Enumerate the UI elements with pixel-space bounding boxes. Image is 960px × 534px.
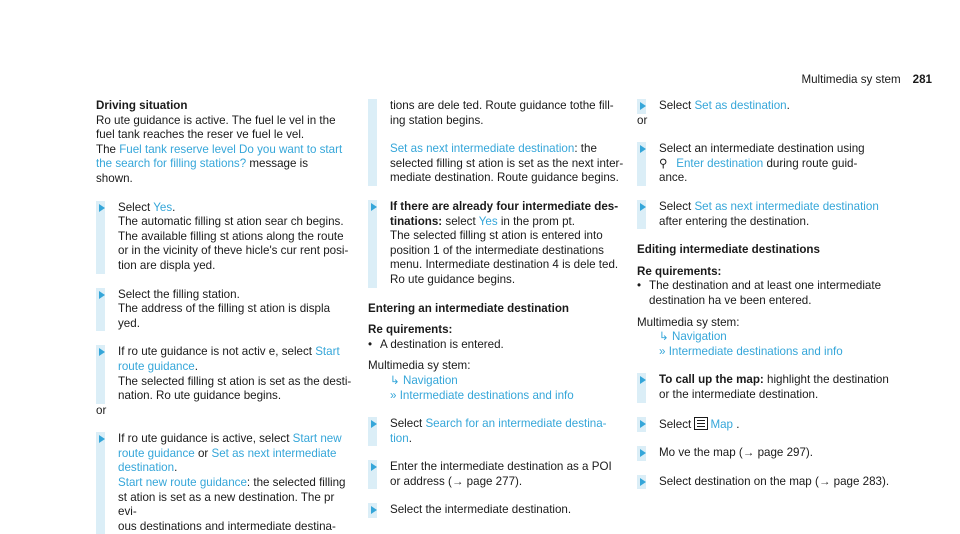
menu-item-enter-destination: Enter destination [676, 156, 764, 170]
step: Select destination on the map (→ page 283). [637, 475, 899, 490]
step-arrow-icon [640, 203, 646, 211]
step-arrow-icon [640, 449, 646, 457]
step-arrow-icon [99, 348, 105, 356]
step-bar [96, 201, 105, 274]
step-bar [637, 142, 646, 186]
step: If there are already four intermediate des- tinations: select Yes in the prom pt. The selected filling st ation is entered into position 1 of the intermediate destinations menu. Intermediate destination 4 is dele ted. Ro ute guidance begins. [368, 200, 626, 288]
or-text: or [96, 403, 107, 417]
step-bar [637, 417, 646, 433]
step-arrow-icon [371, 506, 377, 514]
step-bar [637, 99, 646, 114]
step-bar [637, 446, 646, 461]
menu-path-intermediate: » Intermediate destinations and info [659, 344, 843, 358]
menu-item-yes: Yes [478, 214, 498, 228]
step-bar [637, 200, 646, 229]
menu-item-start-new-route-guidance: Start new [292, 432, 342, 446]
column-2 [368, 99, 626, 518]
step-arrow-icon [640, 145, 646, 153]
text-line: fuel tank reaches the reser ve fuel le vel. [96, 128, 305, 142]
step-bar [368, 417, 377, 446]
step: Select the filling station. The address of the filling st ation is displa yed. [96, 288, 354, 332]
step: If ro ute guidance is active, select Start new route guidance or Set as next intermediate destination. Start new route guidance: the selected filling st ation is set as a new destination. The pr evi- ous destinations and intermediate destina- [96, 432, 354, 534]
step-bar [368, 200, 377, 288]
list-item: • The destination and at least one intermediate destination ha ve been entered. [637, 279, 882, 307]
requirements-label: Re quirements: [368, 323, 453, 337]
step-bar [368, 503, 377, 518]
text-line: The Fuel tank reserve level Do you want to start [96, 142, 343, 156]
menu-item-yes: Yes [153, 200, 173, 214]
step: Select Map . [637, 417, 899, 433]
step: Select Yes. The automatic filling st ation sear ch begins. The available filling st ations along the route or in the vicinity of theve hicle's cur rent posi- tion are displa yed. [96, 201, 354, 274]
step-bar [637, 475, 646, 490]
menu-item-set-as-next-intermediate-destination: Set as next intermediate destination [390, 142, 575, 156]
menu-path-navigation: ↳ Navigation [390, 373, 458, 387]
multimedia-system-label: Multimedia sy stem: [368, 359, 471, 373]
column-3 [637, 99, 899, 489]
double-chevron-icon: » [659, 344, 666, 358]
step: If ro ute guidance is not activ e, select Start route guidance. The selected filling st ation is set as the desti- nation. Ro ute guidance begins. [96, 345, 354, 403]
menu-item-start-route-guidance: Start [315, 345, 340, 359]
multimedia-system-label: Multimedia sy stem: [637, 315, 740, 329]
step-bar [368, 460, 377, 489]
return-arrow-icon: ↳ [659, 330, 669, 344]
step-bar [96, 345, 105, 403]
heading-editing-intermediate-destinations: Editing intermediate destinations [637, 243, 820, 257]
return-arrow-icon: ↳ [390, 373, 400, 387]
text-line: the search for filling stations? message is [96, 157, 309, 171]
menu-item-set-as-next-intermediate-destination: Set as next intermediate destination [694, 199, 879, 213]
step: Select Set as destination. [637, 99, 899, 114]
step-bar [637, 373, 646, 402]
step-arrow-icon [371, 203, 377, 211]
list-item: • A destination is entered. [368, 337, 504, 351]
step: Select Set as next intermediate destination after entering the destination. [637, 200, 899, 229]
step-arrow-icon [371, 420, 377, 428]
menu-path-navigation: ↳ Navigation [659, 330, 727, 344]
search-icon: ⚲ [659, 156, 668, 170]
step-arrow-icon [99, 291, 105, 299]
heading-driving-situation: Driving situation [96, 99, 188, 112]
step-arrow-icon [640, 420, 646, 428]
step-arrow-icon [371, 463, 377, 471]
column-1 [96, 99, 354, 534]
menu-item-search-intermediate-destination: Search for an intermediate destina- [425, 417, 607, 431]
step-arrow-icon [640, 478, 646, 486]
step-arrow-icon [99, 435, 105, 443]
step-bar [368, 99, 377, 186]
page-number: 281 [912, 73, 932, 86]
menu-item-map: Map [710, 417, 734, 431]
step-bar [96, 288, 105, 332]
step-bar [96, 432, 105, 534]
menu-item-set-as-destination: Set as destination [694, 99, 787, 112]
menu-list-icon [694, 417, 708, 430]
double-chevron-icon: » [390, 388, 397, 402]
heading-entering-intermediate-destination: Entering an intermediate destination [368, 301, 569, 315]
display-message: the search for filling stations? [96, 157, 247, 171]
step: Select an intermediate destination using ⚲ Enter destination during route guid- ance. [637, 142, 899, 186]
step-arrow-icon [640, 376, 646, 384]
menu-item-set-as-next-intermediate-destination: Set as next intermediate [211, 446, 337, 460]
text-line: shown. [96, 171, 133, 185]
page-header [782, 73, 932, 88]
or-text: or [637, 113, 648, 127]
text-line: Ro ute guidance is active. The fuel le vel in the [96, 113, 336, 127]
step: To call up the map: highlight the destination or the intermediate destination. [637, 373, 899, 402]
menu-path-intermediate: » Intermediate destinations and info [390, 388, 574, 402]
display-message: Fuel tank reserve level Do you want to start [119, 142, 343, 156]
step-arrow-icon [640, 102, 646, 110]
step: Select Search for an intermediate destina- tion. [368, 417, 626, 446]
step: Select the intermediate destination. [368, 503, 626, 518]
step-arrow-icon [99, 204, 105, 212]
requirements-label: Re quirements: [637, 264, 722, 278]
step: Mo ve the map (→ page 297). [637, 446, 899, 461]
step: Enter the intermediate destination as a POI or address (→ page 277). [368, 460, 626, 489]
section-title: Multimedia sy stem [801, 73, 901, 86]
step-continued: tions are dele ted. Route guidance tothe fill- ing station begins. Set as next intermediate destination: the selected filling st ation is set as the next inter- mediate destination. Route guidance begins. [368, 99, 626, 186]
